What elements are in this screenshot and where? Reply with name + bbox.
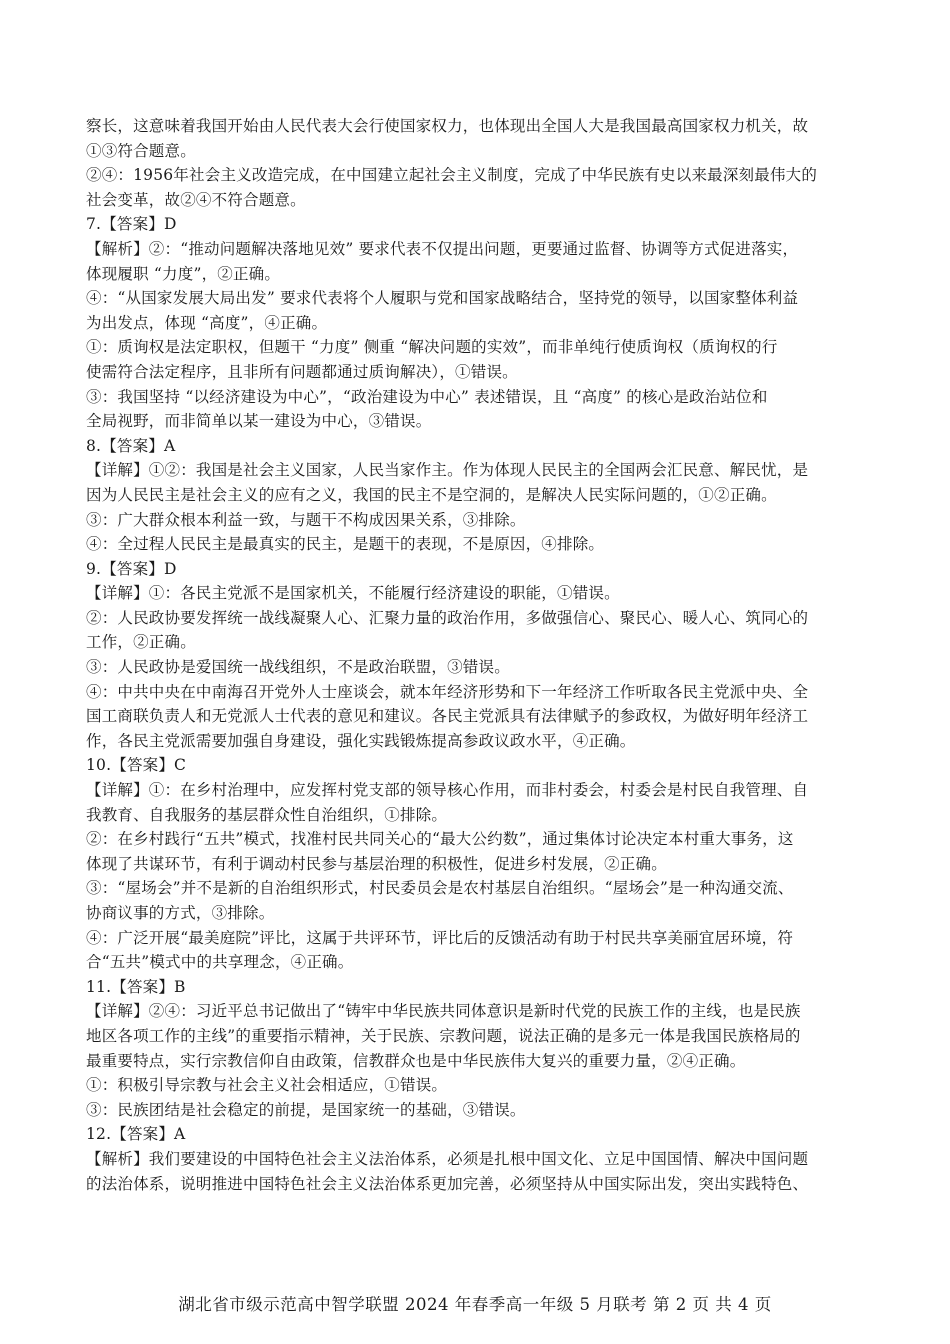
text-line: 【详解】①：在乡村治理中，应发挥村党支部的领导核心作用，而非村委会，村委会是村民自我管理、自 bbox=[86, 781, 809, 800]
text-line: 体现了共谋环节，有利于调动村民参与基层治理的积极性，促进乡村发展，②正确。 bbox=[86, 854, 667, 873]
text-line: 使需符合法定程序，且非所有问题都通过质询解决），①错误。 bbox=[86, 362, 518, 381]
text-line: 【解析】我们要建设的中国特色社会主义法治体系，必须是扎根中国文化、立足中国国情、解决中国问题 bbox=[86, 1149, 809, 1168]
text-line: 体现履职 “力度”，②正确。 bbox=[86, 264, 281, 283]
page-footer: 湖北省市级示范高中智学联盟 2024 年春季高一年级 5 月联考 第 2 页 共 4 页 bbox=[178, 1295, 772, 1314]
text-line: 工作，②正确。 bbox=[86, 633, 196, 652]
text-line: ④：“从国家发展大局出发” 要求代表将个人履职与党和国家战略结合，坚持党的领导，以国家整体利益 bbox=[86, 289, 799, 308]
text-line: 作，各民主党派需要加强自身建设，强化实践锻炼提高参政议政水平，④正确。 bbox=[86, 731, 636, 750]
text-line: 地区各项工作的主线”的重要指示精神，关于民族、宗教问题，说法正确的是多元一体是我国民族格局的 bbox=[86, 1026, 801, 1045]
text-line: 合“五共”模式中的共享理念，④正确。 bbox=[86, 953, 354, 972]
text-line: 协商议事的方式，③排除。 bbox=[86, 904, 275, 922]
text-line: 8.【答案】A bbox=[86, 436, 176, 455]
text-line: ②④：1956年社会主义改造完成，在中国建立起社会主义制度，完成了中华民族有史以来最深刻最伟大的 bbox=[86, 166, 818, 185]
text-line: ③：人民政协是爱国统一战线组织，不是政治联盟，③错误。 bbox=[86, 658, 510, 677]
text-line: 【解析】②：“推动问题解决落地见效” 要求代表不仅提出问题，更要通过监督、协调等方式促进落实， bbox=[86, 239, 799, 258]
text-line: 9.【答案】D bbox=[86, 559, 177, 578]
text-line: ③：民族团结是社会稳定的前提，是国家统一的基础，③错误。 bbox=[86, 1100, 526, 1119]
text-line: 国工商联负责人和无党派人士代表的意见和建议。各民主党派具有法律赋予的参政权，为做好明年经济工 bbox=[86, 707, 809, 726]
text-line: ④：中共中央在中南海召开党外人士座谈会，就本年经济形势和下一年经济工作听取各民主党派中央、全 bbox=[86, 682, 809, 701]
text-line: 【详解】①：各民主党派不是国家机关，不能履行经济建设的职能，①错误。 bbox=[86, 584, 620, 603]
text-line: 察长，这意味着我国开始由人民代表大会行使国家权力，也体现出全国人大是我国最高国家权力机关，故 bbox=[86, 117, 809, 135]
text-line: ④：广泛开展“最美庭院”评比，这属于共评环节，评比后的反馈活动有助于村民共享美丽宜居环境，符 bbox=[86, 928, 794, 947]
text-line: 社会变革，故②④不符合题意。 bbox=[86, 190, 306, 209]
text-line: 【详解】②④：习近平总书记做出了“铸牢中华民族共同体意识是新时代党的民族工作的主线，也是民族 bbox=[86, 1002, 801, 1021]
text-line: 7.【答案】D bbox=[86, 215, 177, 234]
text-line: ①③符合题意。 bbox=[86, 141, 196, 160]
text-line: ③：“屋场会”并不是新的自治组织形式，村民委员会是农村基层自治组织。“屋场会”是一种沟通交流、 bbox=[86, 879, 794, 898]
text-line: 我教育、自我服务的基层群众性自治组织，①排除。 bbox=[86, 805, 448, 824]
text-line: ③：广大群众根本利益一致，与题干不构成因果关系，③排除。 bbox=[86, 510, 526, 529]
text-line: 的法治体系，说明推进中国特色社会主义法治体系更加完善，必须坚持从中国实际出发，突出实践特色、 bbox=[86, 1174, 809, 1193]
text-line: ④：全过程人民民主是最真实的民主，是题干的表现，不是原因，④排除。 bbox=[86, 535, 605, 554]
text-line: 10.【答案】C bbox=[86, 756, 187, 775]
text-line: ①：质询权是法定职权，但题干 “力度” 侧重 “解决问题的实效”，而非单纯行使质询权（质询权的行 bbox=[86, 338, 778, 357]
text-line: ③：我国坚持 “以经济建设为中心”，“政治建设为中心” 表述错误，且 “高度” 的核心是政治站位和 bbox=[86, 387, 768, 406]
text-line: 12.【答案】A bbox=[86, 1125, 186, 1144]
text-line: 【详解】①②：我国是社会主义国家，人民当家作主。作为体现人民民主的全国两会汇民意、解民忧，是 bbox=[86, 461, 809, 480]
text-line: 全局视野，而非简单以某一建设为中心，③错误。 bbox=[86, 412, 432, 431]
answer-explanation-text bbox=[86, 114, 866, 1196]
text-line: ②：人民政协要发挥统一战线凝聚人心、汇聚力量的政治作用，多做强信心、聚民心、暖人心、筑同心的 bbox=[86, 608, 809, 627]
text-line: 最重要特点，实行宗教信仰自由政策，信教群众也是中华民族伟大复兴的重要力量，②④正确。 bbox=[86, 1051, 746, 1070]
text-line: ①：积极引导宗教与社会主义社会相适应，①错误。 bbox=[86, 1076, 448, 1095]
text-line: ②：在乡村践行“五共”模式，找准村民共同关心的“最大公约数”，通过集体讨论决定本村重大事务，这 bbox=[86, 830, 794, 849]
text-line: 11.【答案】B bbox=[86, 977, 186, 996]
text-line: 为出发点，体现 “高度”，④正确。 bbox=[86, 313, 328, 332]
text-line: 因为人民民主是社会主义的应有之义，我国的民主不是空洞的，是解决人民实际问题的，①②正确。 bbox=[86, 485, 777, 504]
